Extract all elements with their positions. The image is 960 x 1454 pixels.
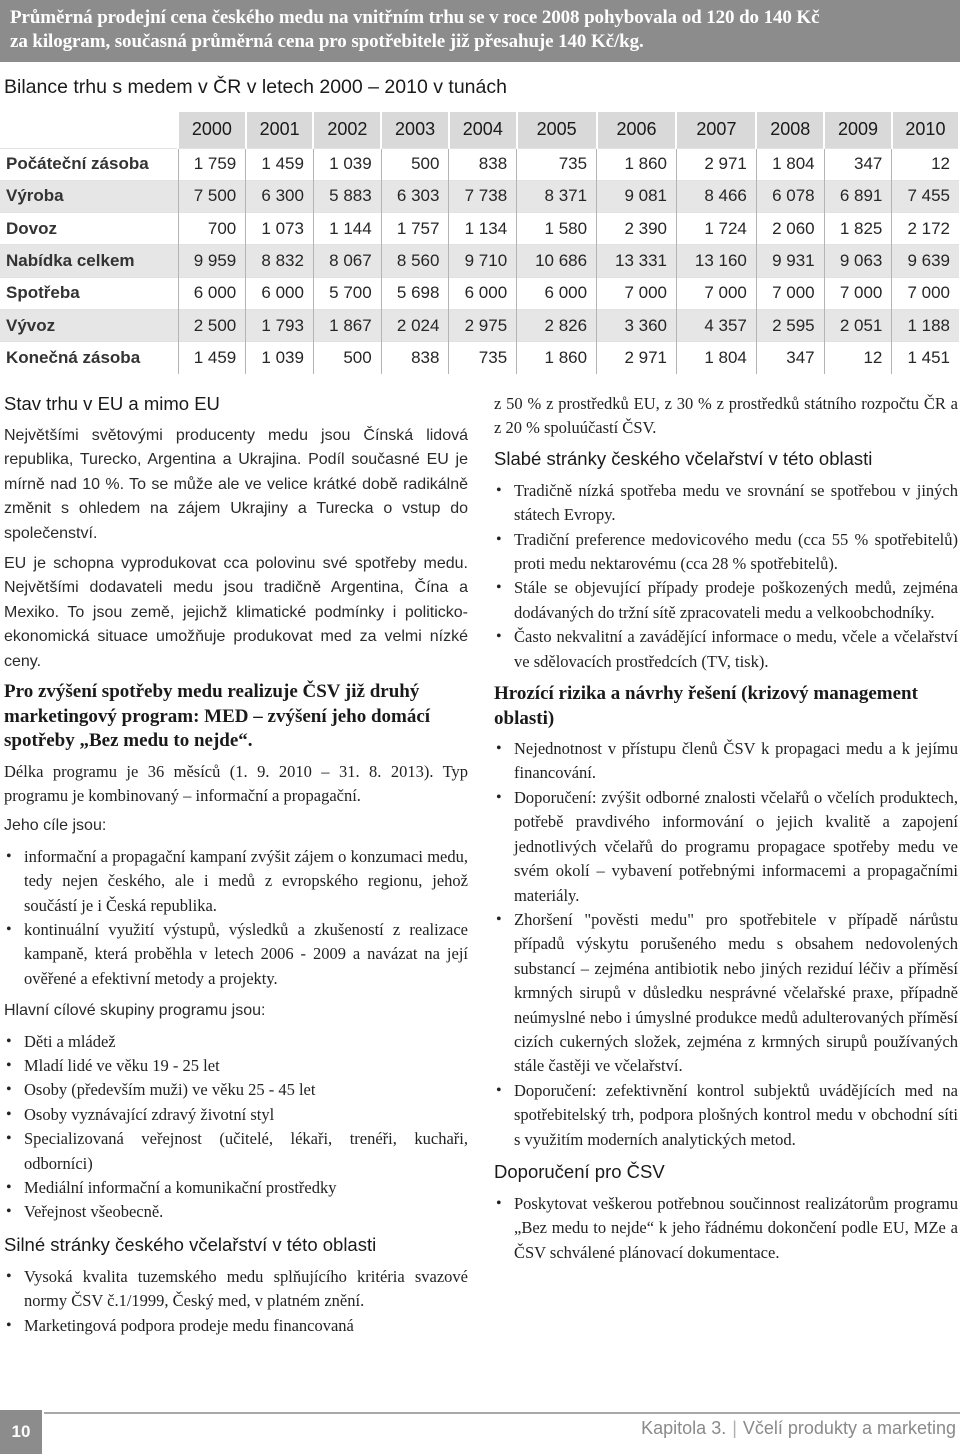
table-cell: 10 686 bbox=[517, 245, 597, 277]
table-cell: 1 793 bbox=[246, 309, 314, 341]
table-cell: 1 451 bbox=[892, 342, 959, 374]
table-cell: 1 867 bbox=[313, 309, 381, 341]
list-item: • Mediální informační a komunikační prostředky bbox=[4, 1176, 468, 1200]
table-cell: 8 832 bbox=[246, 245, 314, 277]
list-item: • Marketingová podpora prodeje medu financovaná bbox=[4, 1314, 468, 1338]
table-cell: 2 500 bbox=[178, 309, 246, 341]
year-header: 2003 bbox=[381, 112, 449, 148]
table-cell: 347 bbox=[824, 148, 892, 180]
banner-line-2: za kilogram, současná průměrná cena pro spotřebitele již přesahuje 140 Kč/kg. bbox=[10, 31, 644, 52]
table-cell: 735 bbox=[449, 342, 517, 374]
year-header: 2000 bbox=[178, 112, 246, 148]
year-header: 2004 bbox=[449, 112, 517, 148]
list-item: • Tradičně nízká spotřeba medu ve srovnání se spotřebou v jiných státech Evropy. bbox=[494, 479, 958, 528]
table-cell: 838 bbox=[449, 148, 517, 180]
table-cell: 2 060 bbox=[756, 213, 824, 245]
table-cell: 6 000 bbox=[449, 277, 517, 309]
paragraph-eu-suppliers: EU je schopna vyprodukovat cca polovinu své spotřeby medu. Největšími dodavateli medu jsou tradičně Argentina, Čína a Mexiko. To jsou země, jejichž klimatické podmínky i politicko-ekonomická situace umožňuje produkovat med za velmi nízké ceny. bbox=[4, 555, 468, 670]
year-header: 2010 bbox=[892, 112, 959, 148]
table-cell: 700 bbox=[178, 213, 246, 245]
table-cell: 2 172 bbox=[892, 213, 959, 245]
table-cell: 1 759 bbox=[178, 148, 246, 180]
table-cell: 1 804 bbox=[676, 342, 756, 374]
list-item: • Specializovaná veřejnost (učitelé, lékaři, trenéři, kuchaři, odborníci) bbox=[4, 1127, 468, 1176]
row-label: Počáteční zásoba bbox=[0, 148, 178, 180]
table-row bbox=[0, 180, 959, 212]
row-label: Dovoz bbox=[0, 213, 178, 245]
table-body bbox=[0, 148, 959, 374]
table-cell: 6 300 bbox=[246, 180, 314, 212]
table-cell: 1 804 bbox=[756, 148, 824, 180]
table-cell: 1 459 bbox=[178, 342, 246, 374]
table-cell: 7 455 bbox=[892, 180, 959, 212]
row-label: Konečná zásoba bbox=[0, 342, 178, 374]
table-cell: 2 971 bbox=[597, 342, 677, 374]
table-cell: 1 860 bbox=[517, 342, 597, 374]
list-item: • Zhoršení "pověsti medu" pro spotřebitele v případě nárůstu případů výskytu porušeného medu s obsahem nedovolených substancí – zejména antibiotik nebo jiných reziduí léčiv a příměsí krmných sirupů v důsledku nesprávné včelařské praxe, případně neúmyslné nebo i úmyslné produkce medů adulterovaných příměsí cizích cukerných složek, zejména z krmných sirupů používaných stále častěji ve včelařství. bbox=[494, 908, 958, 1079]
table-row bbox=[0, 148, 959, 180]
left-column bbox=[4, 392, 468, 1346]
table-cell: 7 000 bbox=[892, 277, 959, 309]
table-cell: 6 891 bbox=[824, 180, 892, 212]
table-row bbox=[0, 309, 959, 341]
table-row bbox=[0, 342, 959, 374]
row-label: Výroba bbox=[0, 180, 178, 212]
footer-chapter bbox=[641, 1418, 956, 1439]
table-title: Bilance trhu s medem v ČR v letech 2000 – 2010 v tunách bbox=[4, 76, 507, 98]
heading-recommendations: Doporučení pro ČSV bbox=[494, 1160, 665, 1182]
table-cell: 2 051 bbox=[824, 309, 892, 341]
table-cell: 7 000 bbox=[756, 277, 824, 309]
top-banner bbox=[0, 0, 960, 62]
paragraph-goals-intro: Jeho cíle jsou: bbox=[4, 817, 107, 835]
table-cell: 1 073 bbox=[246, 213, 314, 245]
paragraph-program-duration: Délka programu je 36 měsíců (1. 9. 2010 – 31. 8. 2013). Typ programu je kombinovaný – informační a propagační. bbox=[4, 761, 468, 805]
table-cell: 1 757 bbox=[381, 213, 449, 245]
honey-balance-table bbox=[0, 112, 960, 374]
table-cell: 1 860 bbox=[597, 148, 677, 180]
target-groups-list bbox=[4, 1030, 468, 1225]
chapter-separator: | bbox=[732, 1418, 737, 1438]
table-cell: 3 360 bbox=[597, 309, 677, 341]
table-cell: 6 303 bbox=[381, 180, 449, 212]
table-cell: 9 639 bbox=[892, 245, 959, 277]
table-cell: 6 000 bbox=[517, 277, 597, 309]
table-cell: 1 825 bbox=[824, 213, 892, 245]
table-cell: 1 134 bbox=[449, 213, 517, 245]
list-item: • Stále se objevující případy prodeje poškozených medů, zejména dodávaných do tržní sítě zpracovateli medu a velkoobchodníky. bbox=[494, 576, 958, 625]
table-cell: 9 959 bbox=[178, 245, 246, 277]
heading-eu-market: Stav trhu v EU a mimo EU bbox=[4, 393, 220, 414]
year-header: 2001 bbox=[246, 112, 314, 148]
page-number: 10 bbox=[0, 1410, 42, 1454]
table-cell: 6 000 bbox=[178, 277, 246, 309]
weaknesses-list bbox=[494, 479, 958, 674]
table-cell: 8 371 bbox=[517, 180, 597, 212]
right-column bbox=[494, 392, 958, 1273]
table-cell: 1 580 bbox=[517, 213, 597, 245]
row-label: Nabídka celkem bbox=[0, 245, 178, 277]
table-corner bbox=[0, 112, 178, 148]
list-item: • Osoby (především muži) ve věku 25 - 45 let bbox=[4, 1078, 468, 1102]
table-cell: 6 078 bbox=[756, 180, 824, 212]
list-item: • Doporučení: zvýšit odborné znalosti včelařů o včelích produktech, potřebě pravdivého informování o jejich kvalitě a zapojení jednotlivých včelařů do programu propagace spotřeby medu ve svém okolí – vybavení potřebnými informacemi a propagačními materiály. bbox=[494, 786, 958, 908]
table-cell: 735 bbox=[517, 148, 597, 180]
chapter-title: Včelí produkty a marketing bbox=[742, 1418, 956, 1438]
list-item: • Osoby vyznávající zdravý životní styl bbox=[4, 1103, 468, 1127]
year-header: 2005 bbox=[517, 112, 597, 148]
footer-divider bbox=[44, 1412, 960, 1414]
table-cell: 2 390 bbox=[597, 213, 677, 245]
list-item: • Tradiční preference medovicového medu (cca 55 % spotřebitelů) proti medu nektarovému (cca 28 % spotřebitelů). bbox=[494, 528, 958, 577]
list-item: • Vysoká kvalita tuzemského medu splňujícího kritéria svazové normy ČSV č.1/1999, Český med, v platném znění. bbox=[4, 1265, 468, 1314]
table-cell: 4 357 bbox=[676, 309, 756, 341]
table-cell: 7 000 bbox=[676, 277, 756, 309]
table-cell: 347 bbox=[756, 342, 824, 374]
table-cell: 500 bbox=[381, 148, 449, 180]
year-header: 2007 bbox=[676, 112, 756, 148]
list-item: • Nejednotnost v přístupu členů ČSV k propagaci medu a k jejímu financování. bbox=[494, 737, 958, 786]
heading-marketing-program: Pro zvýšení spotřeby medu realizuje ČSV již druhý marketingový program: MED – zvýšení jeho domácí spotřeby „Bez medu to nejde“. bbox=[4, 681, 431, 752]
goals-list bbox=[4, 845, 468, 991]
year-header: 2009 bbox=[824, 112, 892, 148]
table-cell: 2 971 bbox=[676, 148, 756, 180]
heading-weaknesses: Slabé stránky českého včelařství v této oblasti bbox=[494, 447, 873, 469]
table-cell: 8 560 bbox=[381, 245, 449, 277]
table-cell: 13 331 bbox=[597, 245, 677, 277]
chapter-number: Kapitola 3. bbox=[641, 1418, 727, 1438]
table-cell: 12 bbox=[824, 342, 892, 374]
table-row bbox=[0, 277, 959, 309]
table-cell: 7 738 bbox=[449, 180, 517, 212]
table-cell: 5 698 bbox=[381, 277, 449, 309]
table-row bbox=[0, 213, 959, 245]
list-item: • kontinuální využití výstupů, výsledků a zkušeností z realizace kampaně, která proběhla v letech 2006 - 2009 a navázat na její ověřené a efektivní metody a projekty. bbox=[4, 918, 468, 991]
paragraph-world-producers: Největšími světovými producenty medu jsou Čínská lidová republika, Turecko, Argentina a Ukrajina. Podíl současné EU je mírně nad 10 %. To se může ale ve velice krátké době radikálně změnit s ohledem na zájem Ukrajiny a Turecka o vstup do společenství. bbox=[4, 427, 468, 542]
table-cell: 9 081 bbox=[597, 180, 677, 212]
strengths-list bbox=[4, 1265, 468, 1338]
list-item: • Doporučení: zefektivnění kontrol subjektů uvádějících med na spotřebitelský trh, podpora plošných kontrol medu v obchodní síti s využitím moderních analytických metod. bbox=[494, 1079, 958, 1152]
list-item: • Veřejnost všeobecně. bbox=[4, 1200, 468, 1224]
list-item: • Děti a mládež bbox=[4, 1030, 468, 1054]
table-cell: 2 024 bbox=[381, 309, 449, 341]
table-cell: 1 724 bbox=[676, 213, 756, 245]
year-header: 2008 bbox=[756, 112, 824, 148]
table-cell: 1 144 bbox=[313, 213, 381, 245]
table-cell: 838 bbox=[381, 342, 449, 374]
paragraph-groups-intro: Hlavní cílové skupiny programu jsou: bbox=[4, 1002, 266, 1020]
table-cell: 500 bbox=[313, 342, 381, 374]
row-label: Vývoz bbox=[0, 309, 178, 341]
list-item: • informační a propagační kampaní zvýšit zájem o konzumaci medu, tedy nejen českého, ale i medů z evropského regionu, jehož součástí je i Česká republika. bbox=[4, 845, 468, 918]
list-item: • Mladí lidé ve věku 19 - 25 let bbox=[4, 1054, 468, 1078]
heading-strengths: Silné stránky českého včelařství v této oblasti bbox=[4, 1233, 377, 1255]
recommendations-list bbox=[494, 1192, 958, 1265]
table-cell: 9 063 bbox=[824, 245, 892, 277]
table-cell: 2 975 bbox=[449, 309, 517, 341]
table-cell: 1 039 bbox=[246, 342, 314, 374]
list-item: • Poskytovat veškerou potřebnou součinnost realizátorům programu „Bez medu to nejde“ k jeho řádnému dokončení podle EU, MZe a ČSV schválené plánovací dokumentace. bbox=[494, 1192, 958, 1265]
table-cell: 13 160 bbox=[676, 245, 756, 277]
banner-line-1: Průměrná prodejní cena českého medu na vnitřním trhu se v roce 2008 pohybovala od 120 do 140 Kč bbox=[10, 7, 820, 28]
table-cell: 8 466 bbox=[676, 180, 756, 212]
table-cell: 12 bbox=[892, 148, 959, 180]
year-header: 2006 bbox=[597, 112, 677, 148]
table-cell: 1 039 bbox=[313, 148, 381, 180]
threats-list bbox=[494, 737, 958, 1152]
heading-threats: Hrozící rizika a návrhy řešení (krizový management oblasti) bbox=[494, 683, 918, 729]
table-cell: 6 000 bbox=[246, 277, 314, 309]
table-cell: 1 459 bbox=[246, 148, 314, 180]
table-row bbox=[0, 245, 959, 277]
list-item: • Často nekvalitní a zavádějící informace o medu, včele a včelařství ve sdělovacích prostředcích (TV, tisk). bbox=[494, 625, 958, 674]
year-header: 2002 bbox=[313, 112, 381, 148]
table-cell: 5 700 bbox=[313, 277, 381, 309]
row-label: Spotřeba bbox=[0, 277, 178, 309]
table-cell: 2 826 bbox=[517, 309, 597, 341]
table-cell: 7 000 bbox=[824, 277, 892, 309]
table-cell: 7 500 bbox=[178, 180, 246, 212]
paragraph-funding-continued: z 50 % z prostředků EU, z 30 % z prostředků státního rozpočtu ČR a z 20 % spoluúčastí ČSV. bbox=[494, 394, 958, 438]
table-cell: 2 595 bbox=[756, 309, 824, 341]
table-cell: 9 931 bbox=[756, 245, 824, 277]
table-header-row bbox=[0, 112, 959, 148]
table-cell: 8 067 bbox=[313, 245, 381, 277]
table-cell: 7 000 bbox=[597, 277, 677, 309]
table-cell: 9 710 bbox=[449, 245, 517, 277]
table-cell: 1 188 bbox=[892, 309, 959, 341]
table-cell: 5 883 bbox=[313, 180, 381, 212]
